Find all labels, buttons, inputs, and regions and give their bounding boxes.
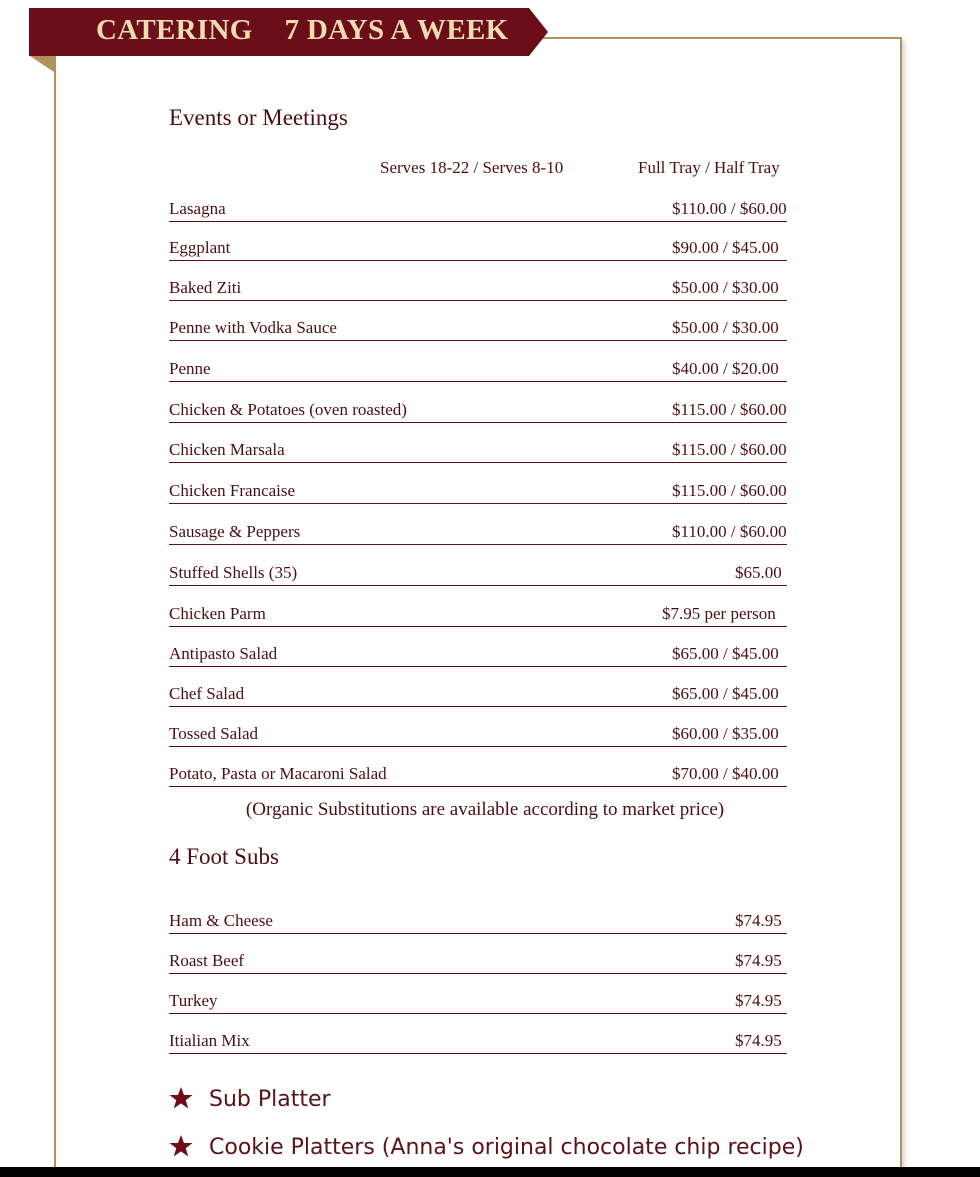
menu-item [169, 236, 787, 261]
menu-item [169, 722, 787, 747]
menu-item [169, 316, 787, 341]
menu-item [169, 762, 787, 787]
col-tray: Full Tray / Half Tray [638, 158, 780, 177]
extra-cookie-platters [169, 1134, 804, 1164]
item-name: Ham & Cheese [169, 911, 273, 930]
bottom-bar [0, 1167, 980, 1177]
banner-days: 7 DAYS A WEEK [284, 14, 509, 46]
column-headers [0, 158, 980, 180]
item-price: $65.00 [735, 563, 782, 582]
events-title: Events or Meetings [169, 105, 348, 130]
item-price: $115.00 / $60.00 [672, 440, 787, 459]
item-price: $74.95 [735, 991, 782, 1010]
item-price: $115.00 / $60.00 [672, 481, 787, 500]
menu-item [169, 909, 787, 934]
item-price: $65.00 / $45.00 [672, 644, 779, 663]
menu-item [169, 276, 787, 301]
item-name: Lasagna [169, 199, 226, 218]
menu-item [169, 479, 787, 504]
item-price: $65.00 / $45.00 [672, 684, 779, 703]
menu-item [169, 602, 787, 627]
item-price: $110.00 / $60.00 [672, 522, 787, 541]
organic-note: (Organic Substitutions are available according to market price) [245, 799, 725, 820]
subs-title: 4 Foot Subs [169, 844, 279, 869]
menu-item [169, 642, 787, 667]
item-price: $70.00 / $40.00 [672, 764, 779, 783]
menu-item [169, 989, 787, 1014]
item-price: $74.95 [735, 951, 782, 970]
banner-catering: CATERING [96, 14, 253, 46]
menu-item [169, 561, 787, 586]
item-price: $74.95 [735, 1031, 782, 1050]
menu-item [169, 398, 787, 423]
menu-item [169, 520, 787, 545]
item-price: $40.00 / $20.00 [672, 359, 779, 378]
star-icon [169, 1086, 195, 1112]
item-price: $60.00 / $35.00 [672, 724, 779, 743]
item-price: $115.00 / $60.00 [672, 400, 787, 419]
col-serves: Serves 18-22 / Serves 8-10 [380, 158, 564, 177]
menu-item [169, 357, 787, 382]
item-name: Turkey [169, 991, 218, 1010]
item-name: Stuffed Shells (35) [169, 563, 298, 582]
item-price: $50.00 / $30.00 [672, 318, 779, 337]
item-name: Chicken Francaise [169, 481, 296, 500]
ribbon-fold [30, 56, 54, 72]
item-name: Chicken Marsala [169, 440, 285, 459]
item-name: Potato, Pasta or Macaroni Salad [169, 764, 387, 783]
banner-text [96, 10, 508, 50]
item-name: Eggplant [169, 238, 231, 257]
item-price: $7.95 per person [662, 604, 776, 623]
item-price: $110.00 / $60.00 [672, 199, 787, 218]
item-name: Roast Beef [169, 951, 245, 970]
star-icon [169, 1134, 195, 1160]
item-name: Itialian Mix [169, 1031, 250, 1050]
extra-sub-platter [169, 1086, 331, 1116]
menu-item [169, 197, 787, 222]
item-name: Baked Ziti [169, 278, 242, 297]
item-name: Chef Salad [169, 684, 245, 703]
item-name: Penne [169, 359, 211, 378]
item-name: Sausage & Peppers [169, 522, 301, 541]
item-price: $50.00 / $30.00 [672, 278, 779, 297]
item-name: Antipasto Salad [169, 644, 278, 663]
item-name: Chicken & Potatoes (oven roasted) [169, 400, 407, 419]
menu-item [169, 438, 787, 463]
menu-item [169, 949, 787, 974]
extra-label: Sub Platter [209, 1087, 331, 1112]
extra-label: Cookie Platters (Anna's original chocolate chip recipe) [209, 1135, 804, 1160]
item-name: Chicken Parm [169, 604, 266, 623]
item-price: $90.00 / $45.00 [672, 238, 779, 257]
menu-item [169, 1029, 787, 1054]
item-name: Tossed Salad [169, 724, 258, 743]
item-name: Penne with Vodka Sauce [169, 318, 337, 337]
menu-item [169, 682, 787, 707]
item-price: $74.95 [735, 911, 782, 930]
